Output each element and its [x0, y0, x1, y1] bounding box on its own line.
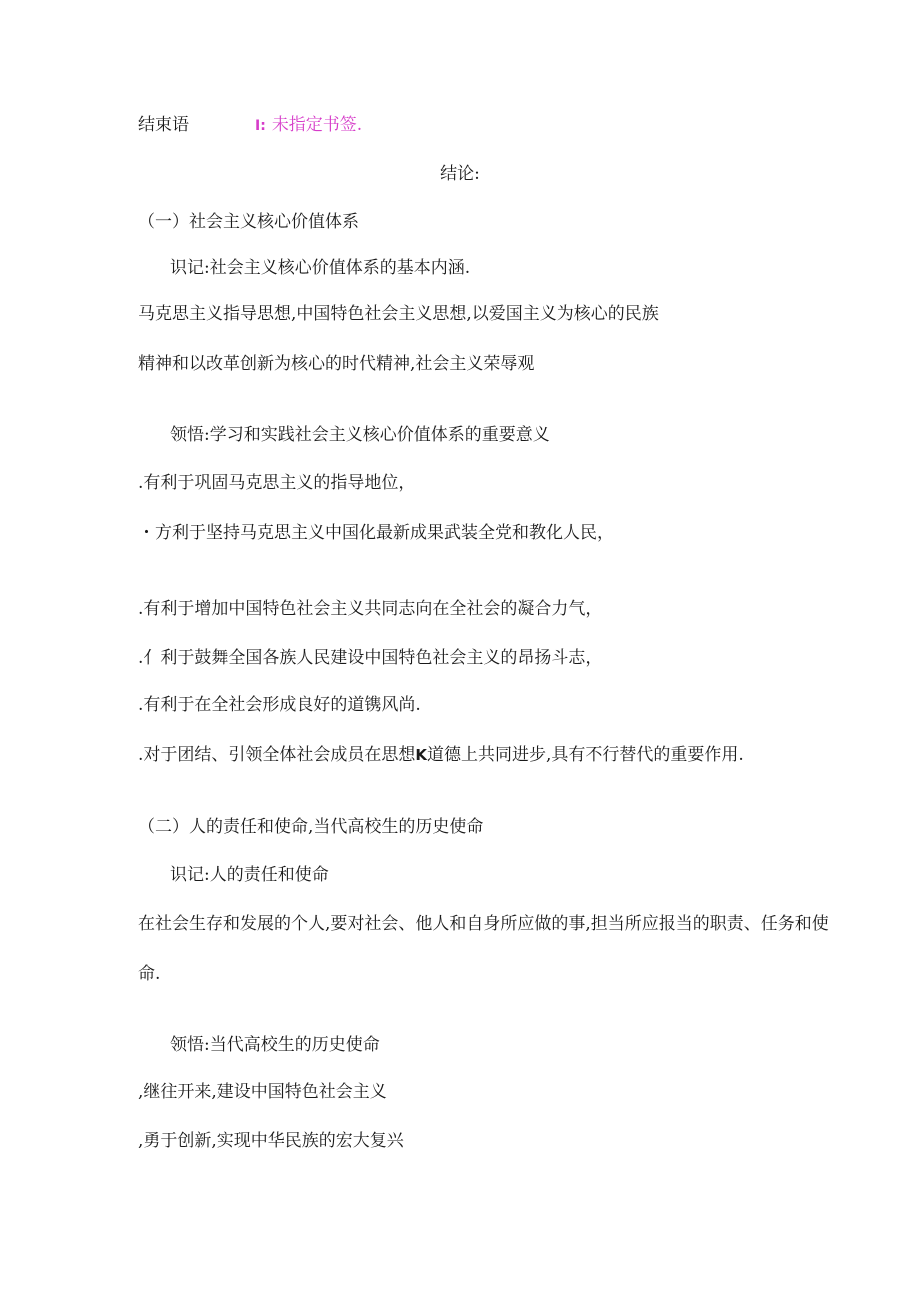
- toc-error: [255, 114, 362, 137]
- section2-point-1: ,继往开来,建设中国特色社会主义: [138, 1082, 387, 1102]
- section1-point-3: .有利于增加中国特色社会主义共同志向在全社会的凝合力气，: [138, 599, 603, 619]
- section2-understand-label: 领悟:当代高校生的历史使命: [170, 1035, 380, 1055]
- section1-point-4: .亻利于鼓舞全国各族人民建设中国特色社会主义的昂扬斗志，: [138, 648, 603, 668]
- toc-error-text: 未指定书签.: [271, 115, 363, 135]
- section2-heading: （二）人的责任和使命,当代高校生的历史使命: [138, 817, 484, 837]
- section1-understand-label: 领悟:学习和实践社会主义核心价值体系的重要意义: [170, 425, 550, 445]
- section1-heading: （一）社会主义核心价值体系: [138, 212, 359, 232]
- section1-point-5: .有利于在全社会形成良好的道镌风尚.: [138, 695, 421, 715]
- section1-point-6-part-b: 道德上共同进步,具有不行替代的重要作用.: [427, 745, 744, 765]
- section1-point-6: [138, 744, 744, 766]
- toc-error-marker: I:: [255, 118, 266, 134]
- section2-recall-text-1: 在社会生存和发展的个人,要对社会、他人和自身所应做的事,担当所应报当的职责、任务和使: [138, 914, 829, 934]
- section2-point-2: ,勇于创新,实现中华民族的宏大复兴: [138, 1131, 404, 1151]
- section1-point-6-k: K: [415, 746, 428, 764]
- section1-point-2: ・方利于坚持马克思主义中国化最新成果武装全党和教化人民，: [138, 523, 614, 543]
- section1-recall-text-1: 马克思主义指导思想,中国特色社会主义思想,以爱国主义为核心的民族: [138, 304, 659, 324]
- section1-point-6-part-a: .对于团结、引领全体社会成员在思想: [138, 745, 416, 765]
- section1-recall-text-2: 精神和以改革创新为核心的时代精神,社会主义荣辱观: [138, 354, 535, 374]
- section2-recall-text-2: 命.: [138, 964, 161, 984]
- toc-label: 结束语: [138, 115, 189, 135]
- section2-recall-label: 识记:人的责任和使命: [170, 865, 329, 885]
- section1-recall-label: 识记:社会主义核心价值体系的基本内涵.: [170, 258, 471, 278]
- section1-point-1: .有利于巩固马克思主义的指导地位，: [138, 473, 416, 493]
- conclusion-title: 结论:: [440, 164, 480, 184]
